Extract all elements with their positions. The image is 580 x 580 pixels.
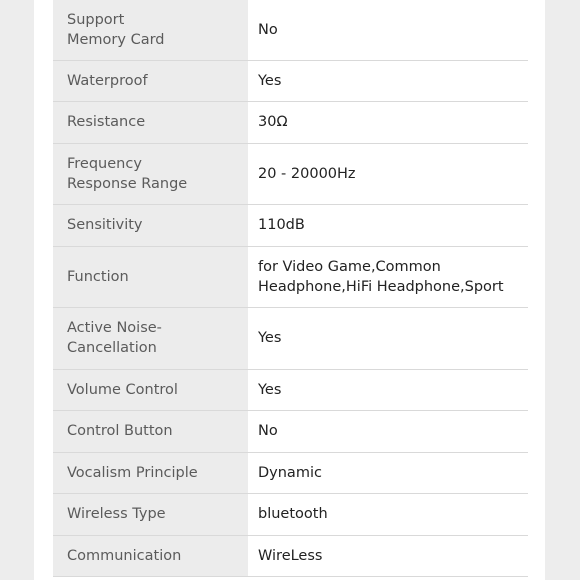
spec-label: Wireless Type [53, 494, 248, 536]
spec-label: Active Noise- Cancellation [53, 308, 248, 370]
spec-label: Volume Control [53, 369, 248, 411]
table-row [53, 369, 528, 411]
spec-label: Waterproof [53, 60, 248, 102]
table-row [53, 60, 528, 102]
spec-value: No [248, 411, 528, 453]
table-row [53, 143, 528, 205]
spec-value: No [248, 0, 528, 60]
table-row [53, 308, 528, 370]
table-row [53, 535, 528, 577]
spec-label: Function [53, 246, 248, 308]
spec-label: Control Button [53, 411, 248, 453]
spec-value: Yes [248, 60, 528, 102]
spec-table [53, 0, 528, 577]
spec-value: Yes [248, 308, 528, 370]
table-row [53, 452, 528, 494]
spec-value: Dynamic [248, 452, 528, 494]
table-row [53, 246, 528, 308]
table-row [53, 205, 528, 247]
spec-label: Resistance [53, 102, 248, 144]
table-row [53, 494, 528, 536]
spec-value: 30Ω [248, 102, 528, 144]
spec-value: WireLess [248, 535, 528, 577]
spec-value: for Video Game,Common Headphone,HiFi Headphone,Sport [248, 246, 528, 308]
table-row [53, 102, 528, 144]
spec-label: Support Memory Card [53, 0, 248, 60]
spec-label: Vocalism Principle [53, 452, 248, 494]
spec-label: Sensitivity [53, 205, 248, 247]
spec-label: Frequency Response Range [53, 143, 248, 205]
table-row [53, 0, 528, 60]
spec-value: 20 - 20000Hz [248, 143, 528, 205]
spec-label: Communication [53, 535, 248, 577]
spec-value: Yes [248, 369, 528, 411]
spec-value: bluetooth [248, 494, 528, 536]
table-row [53, 411, 528, 453]
spec-value: 110dB [248, 205, 528, 247]
